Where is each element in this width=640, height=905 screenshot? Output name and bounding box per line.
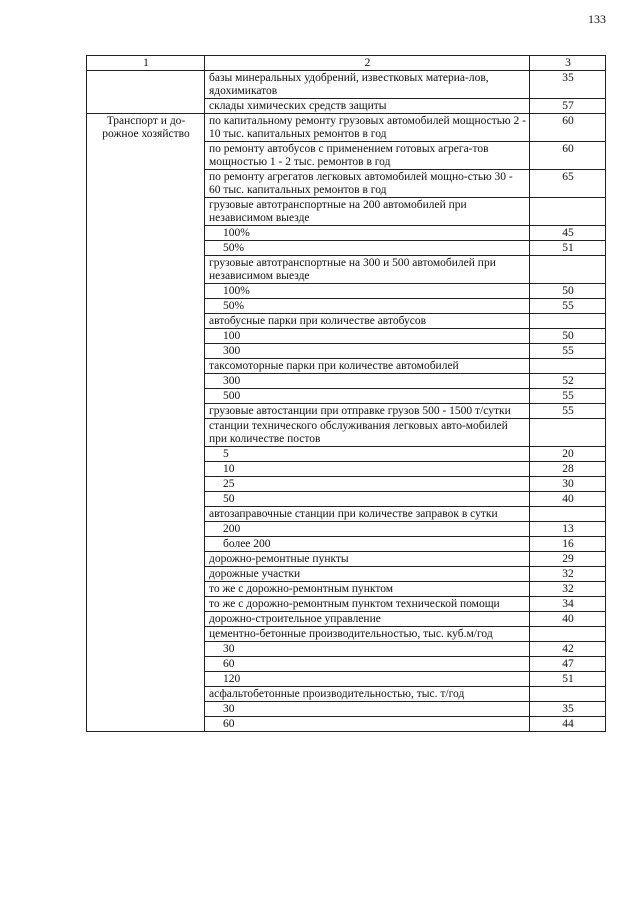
table-row xyxy=(87,71,606,99)
row-value: 55 xyxy=(530,404,606,419)
row-description: 5 xyxy=(205,447,530,462)
row-description: 100% xyxy=(205,284,530,299)
row-value: 20 xyxy=(530,447,606,462)
row-description: 50% xyxy=(205,299,530,314)
row-description: 100% xyxy=(205,226,530,241)
row-value: 50 xyxy=(530,329,606,344)
row-description: 100 xyxy=(205,329,530,344)
row-description: 300 xyxy=(205,344,530,359)
header-row xyxy=(87,56,606,71)
row-description: асфальтобетонные производительностью, тыс. т/год xyxy=(205,687,530,702)
header-col-2: 2 xyxy=(205,56,530,71)
row-description: 60 xyxy=(205,717,530,732)
row-value xyxy=(530,627,606,642)
row-description: дорожно-строительное управление xyxy=(205,612,530,627)
row-value: 32 xyxy=(530,567,606,582)
row-value: 45 xyxy=(530,226,606,241)
section-label xyxy=(87,71,205,114)
row-value: 13 xyxy=(530,522,606,537)
row-value: 32 xyxy=(530,582,606,597)
row-description: автозаправочные станции при количестве заправок в сутки xyxy=(205,507,530,522)
row-value: 55 xyxy=(530,344,606,359)
row-value: 42 xyxy=(530,642,606,657)
header-col-3: 3 xyxy=(530,56,606,71)
row-description: то же с дорожно-ремонтным пунктом xyxy=(205,582,530,597)
row-value: 51 xyxy=(530,672,606,687)
row-value: 60 xyxy=(530,142,606,170)
row-description: 200 xyxy=(205,522,530,537)
row-value: 35 xyxy=(530,71,606,99)
row-value: 55 xyxy=(530,299,606,314)
row-description: дорожные участки xyxy=(205,567,530,582)
row-value: 52 xyxy=(530,374,606,389)
row-description: станции технического обслуживания легковых авто-мобилей при количестве постов xyxy=(205,419,530,447)
row-description: по капитальному ремонту грузовых автомобилей мощностью 2 - 10 тыс. капитальных ремонтов в год xyxy=(205,114,530,142)
row-description: 50 xyxy=(205,492,530,507)
row-value xyxy=(530,198,606,226)
row-value xyxy=(530,507,606,522)
row-value: 34 xyxy=(530,597,606,612)
row-description: 500 xyxy=(205,389,530,404)
row-description: цементно-бетонные производительностью, тыс. куб.м/год xyxy=(205,627,530,642)
row-description: 120 xyxy=(205,672,530,687)
row-value xyxy=(530,314,606,329)
row-value: 65 xyxy=(530,170,606,198)
row-value: 28 xyxy=(530,462,606,477)
page-number: 133 xyxy=(588,12,606,26)
row-value: 40 xyxy=(530,612,606,627)
row-value: 55 xyxy=(530,389,606,404)
row-description: 50% xyxy=(205,241,530,256)
row-value: 29 xyxy=(530,552,606,567)
row-description: 300 xyxy=(205,374,530,389)
row-value: 60 xyxy=(530,114,606,142)
section-label: Транспорт и до-рожное хозяйство xyxy=(87,114,205,732)
row-description: грузовые автотранспортные на 200 автомобилей при независимом выезде xyxy=(205,198,530,226)
table-row xyxy=(87,114,606,142)
row-value xyxy=(530,359,606,374)
norms-table xyxy=(86,55,606,732)
row-description: базы минеральных удобрений, известковых материа-лов, ядохимикатов xyxy=(205,71,530,99)
row-description: склады химических средств защиты xyxy=(205,99,530,114)
row-description: 30 xyxy=(205,642,530,657)
row-value xyxy=(530,687,606,702)
row-value: 16 xyxy=(530,537,606,552)
row-description: автобусные парки при количестве автобусов xyxy=(205,314,530,329)
row-description: по ремонту агрегатов легковых автомобилей мощно-стью 30 - 60 тыс. капитальных ремонтов в год xyxy=(205,170,530,198)
row-description: 25 xyxy=(205,477,530,492)
row-description: 30 xyxy=(205,702,530,717)
row-description: по ремонту автобусов с применением готовых агрега-тов мощностью 1 - 2 тыс. ремонтов в год xyxy=(205,142,530,170)
row-value: 30 xyxy=(530,477,606,492)
row-description: дорожно-ремонтные пункты xyxy=(205,552,530,567)
row-description: более 200 xyxy=(205,537,530,552)
row-value: 57 xyxy=(530,99,606,114)
row-description: то же с дорожно-ремонтным пунктом технической помощи xyxy=(205,597,530,612)
row-value: 50 xyxy=(530,284,606,299)
row-value: 40 xyxy=(530,492,606,507)
header-col-1: 1 xyxy=(87,56,205,71)
row-value xyxy=(530,256,606,284)
row-value: 44 xyxy=(530,717,606,732)
row-value: 51 xyxy=(530,241,606,256)
row-value: 35 xyxy=(530,702,606,717)
row-value xyxy=(530,419,606,447)
row-description: грузовые автостанции при отправке грузов 500 - 1500 т/сутки xyxy=(205,404,530,419)
row-description: грузовые автотранспортные на 300 и 500 автомобилей при независимом выезде xyxy=(205,256,530,284)
row-description: 10 xyxy=(205,462,530,477)
row-description: 60 xyxy=(205,657,530,672)
row-value: 47 xyxy=(530,657,606,672)
row-description: таксомоторные парки при количестве автомобилей xyxy=(205,359,530,374)
